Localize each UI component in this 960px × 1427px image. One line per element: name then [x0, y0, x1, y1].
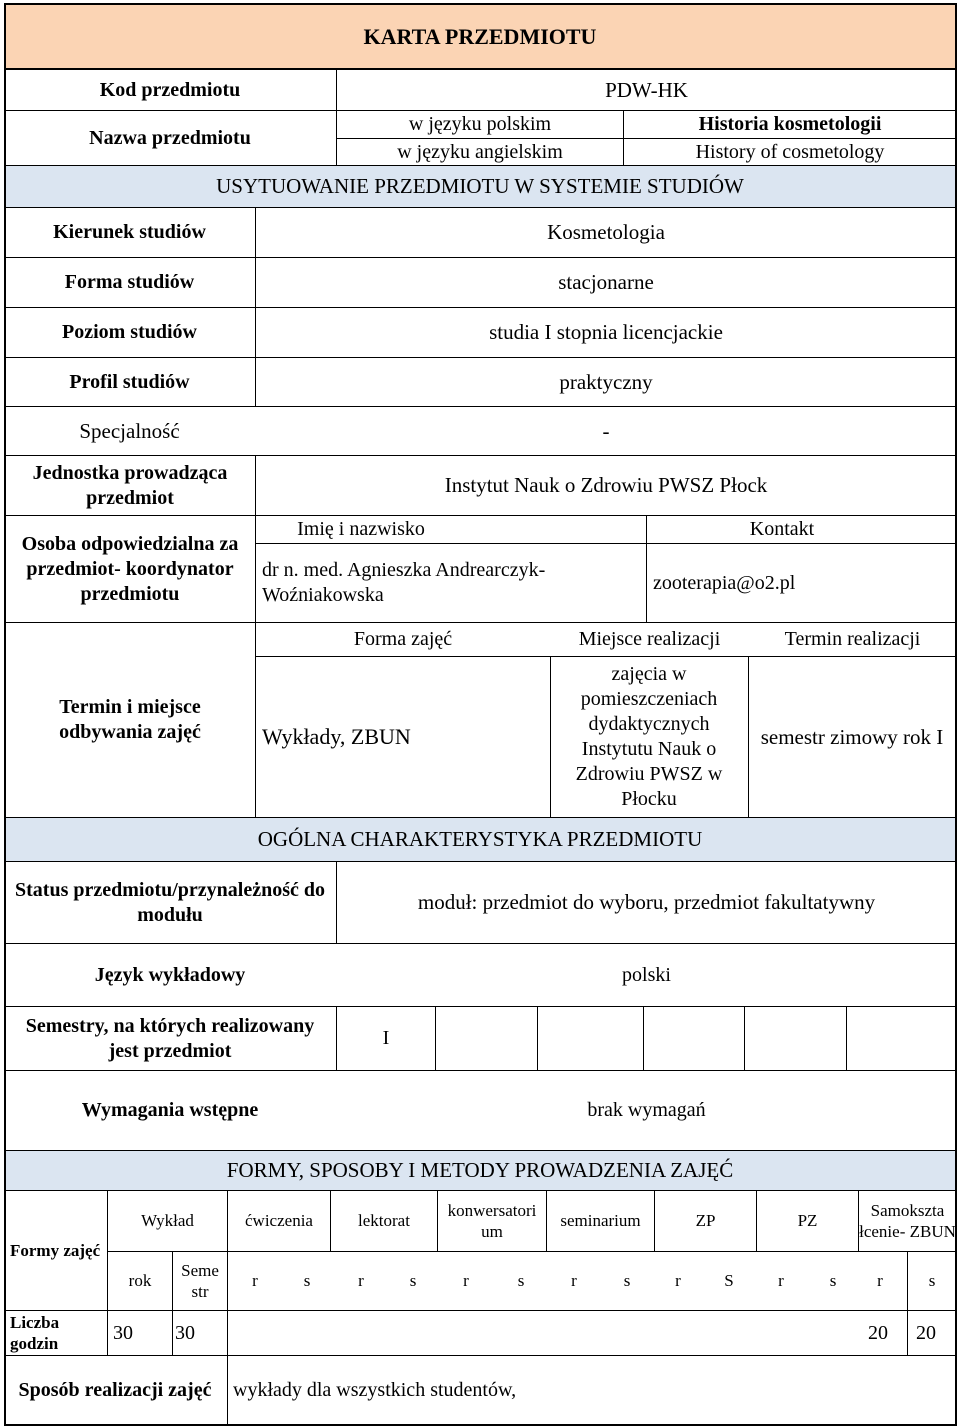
- sub-s: s: [928, 1271, 936, 1291]
- status-label: Status przedmiotu/przynależność do modułu: [15, 878, 325, 926]
- samo-s-value: 20: [916, 1321, 936, 1344]
- formy-label: Formy zajęć: [10, 1240, 101, 1260]
- hline: [4, 1310, 957, 1311]
- semestry-label: Semestry, na których realizowany jest przedmiot: [25, 1014, 315, 1062]
- sub-rok: rok: [128, 1271, 152, 1291]
- nazwa-pl-value: Historia kosmetologii: [698, 113, 882, 135]
- jednostka-label: Jednostka prowadząca przedmiot: [32, 461, 228, 509]
- forma-zajec-header: Forma zajęć: [353, 628, 453, 650]
- kierunek-label: Kierunek studiów: [53, 221, 206, 243]
- sub-s: s: [829, 1271, 837, 1291]
- jezyk-value: polski: [622, 963, 671, 986]
- osoba-name: dr n. med. Agnieszka Andrearczyk-Woźniakowska: [262, 559, 546, 606]
- poziom-label: Poziom studiów: [62, 321, 197, 343]
- poziom-value: studia I stopnia licencjackie: [489, 320, 723, 345]
- usytuowanie-header: USYTUOWANIE PRZEDMIOTU W SYSTEMIE STUDIÓW: [216, 174, 744, 199]
- formy-header: FORMY, SPOSOBY I METODY PROWADZENIA ZAJĘĆ: [226, 1158, 734, 1183]
- page-title: KARTA PRZEDMIOTU: [363, 23, 597, 49]
- vline: [748, 656, 749, 817]
- kierunek-value: Kosmetologia: [547, 220, 665, 245]
- nazwa-en-value: History of cosmetology: [695, 140, 885, 163]
- sub-r: r: [463, 1271, 469, 1291]
- sposob-value: wykłady dla wszystkich studentów,: [233, 1378, 517, 1401]
- col-zp: ZP: [695, 1211, 716, 1231]
- wymagania-label: Wymagania wstępne: [81, 1099, 259, 1121]
- kod-label: Kod przedmiotu: [99, 78, 241, 101]
- vline: [643, 1006, 644, 1070]
- specjalnosc-value: -: [602, 418, 610, 443]
- sub-s: s: [409, 1271, 417, 1291]
- sub-r: r: [675, 1271, 681, 1291]
- vline: [550, 656, 551, 817]
- termin-header: Termin realizacji: [784, 628, 921, 650]
- sposob-label: Sposób realizacji zajęć: [18, 1378, 212, 1401]
- vline: [537, 1006, 538, 1070]
- sub-r: r: [571, 1271, 577, 1291]
- miejsce-value: zajęcia w pomieszczeniach dydaktycznych Instytutu Nauk o Zdrowiu PWSZ w Płocku: [575, 663, 723, 810]
- sub-r: r: [877, 1271, 883, 1291]
- wymagania-value: brak wymagań: [587, 1099, 706, 1121]
- col-samoksztalcenie: Samokszta łcenie- ZBUN: [859, 1200, 956, 1241]
- vline: [846, 1006, 847, 1070]
- kontakt-header: Kontakt: [749, 518, 815, 540]
- profil-value: praktyczny: [559, 369, 653, 394]
- osoba-label: Osoba odpowiedzialna za przedmiot- koordynator przedmiotu: [21, 532, 239, 605]
- kod-value: PDW-HK: [605, 77, 688, 102]
- sub-s: s: [303, 1271, 311, 1291]
- col-lektorat: lektorat: [358, 1211, 410, 1231]
- nazwa-label: Nazwa przedmiotu: [89, 126, 251, 149]
- forma-value: stacjonarne: [558, 270, 654, 295]
- vline: [744, 1006, 745, 1070]
- status-value: moduł: przedmiot do wyboru, przedmiot fakultatywny: [417, 890, 876, 915]
- vline: [907, 1251, 908, 1355]
- forma-label: Forma studiów: [64, 271, 195, 293]
- sub-s: s: [517, 1271, 525, 1291]
- sub-semestr: Seme str: [181, 1260, 219, 1301]
- miejsce-header: Miejsce realizacji: [578, 628, 721, 650]
- sub-r: r: [778, 1271, 784, 1291]
- forma-zajec-value: Wykłady, ZBUN: [262, 724, 411, 750]
- termin-value: semestr zimowy rok I: [760, 724, 944, 749]
- wyklad-semestr-value: 30: [175, 1321, 195, 1344]
- wyklad-rok-value: 30: [113, 1321, 133, 1344]
- jednostka-value: Instytut Nauk o Zdrowiu PWSZ Płock: [444, 473, 768, 498]
- nazwa-en-label: w języku angielskim: [397, 140, 563, 163]
- liczba-label: Liczba godzin: [10, 1312, 60, 1353]
- jezyk-label: Język wykładowy: [94, 963, 246, 986]
- col-wyklad: Wykład: [141, 1211, 194, 1231]
- imie-header: Imię i nazwisko: [297, 518, 425, 540]
- ogolna-header: OGÓLNA CHARAKTERYSTYKA PRZEDMIOTU: [257, 827, 703, 852]
- specjalnosc-label: Specjalność: [79, 418, 180, 443]
- vline: [435, 1006, 436, 1070]
- hline: [4, 1424, 957, 1426]
- termin-label: Termin i miejsce odbywania zajęć: [59, 696, 201, 743]
- semestry-value: I: [382, 1027, 390, 1049]
- col-cwiczenia: ćwiczenia: [245, 1211, 313, 1231]
- col-pz: PZ: [797, 1211, 818, 1231]
- sub-r: r: [358, 1271, 364, 1291]
- col-konwersatorium: konwersatori um: [447, 1200, 537, 1241]
- sub-s: s: [623, 1271, 631, 1291]
- osoba-contact: zooterapia@o2.pl: [653, 571, 796, 594]
- sub-r: r: [252, 1271, 258, 1291]
- samo-r-value: 20: [868, 1321, 888, 1344]
- sub-s: S: [724, 1271, 734, 1291]
- col-seminarium: seminarium: [560, 1211, 641, 1231]
- nazwa-pl-label: w języku polskim: [408, 113, 552, 135]
- profil-label: Profil studiów: [69, 370, 190, 393]
